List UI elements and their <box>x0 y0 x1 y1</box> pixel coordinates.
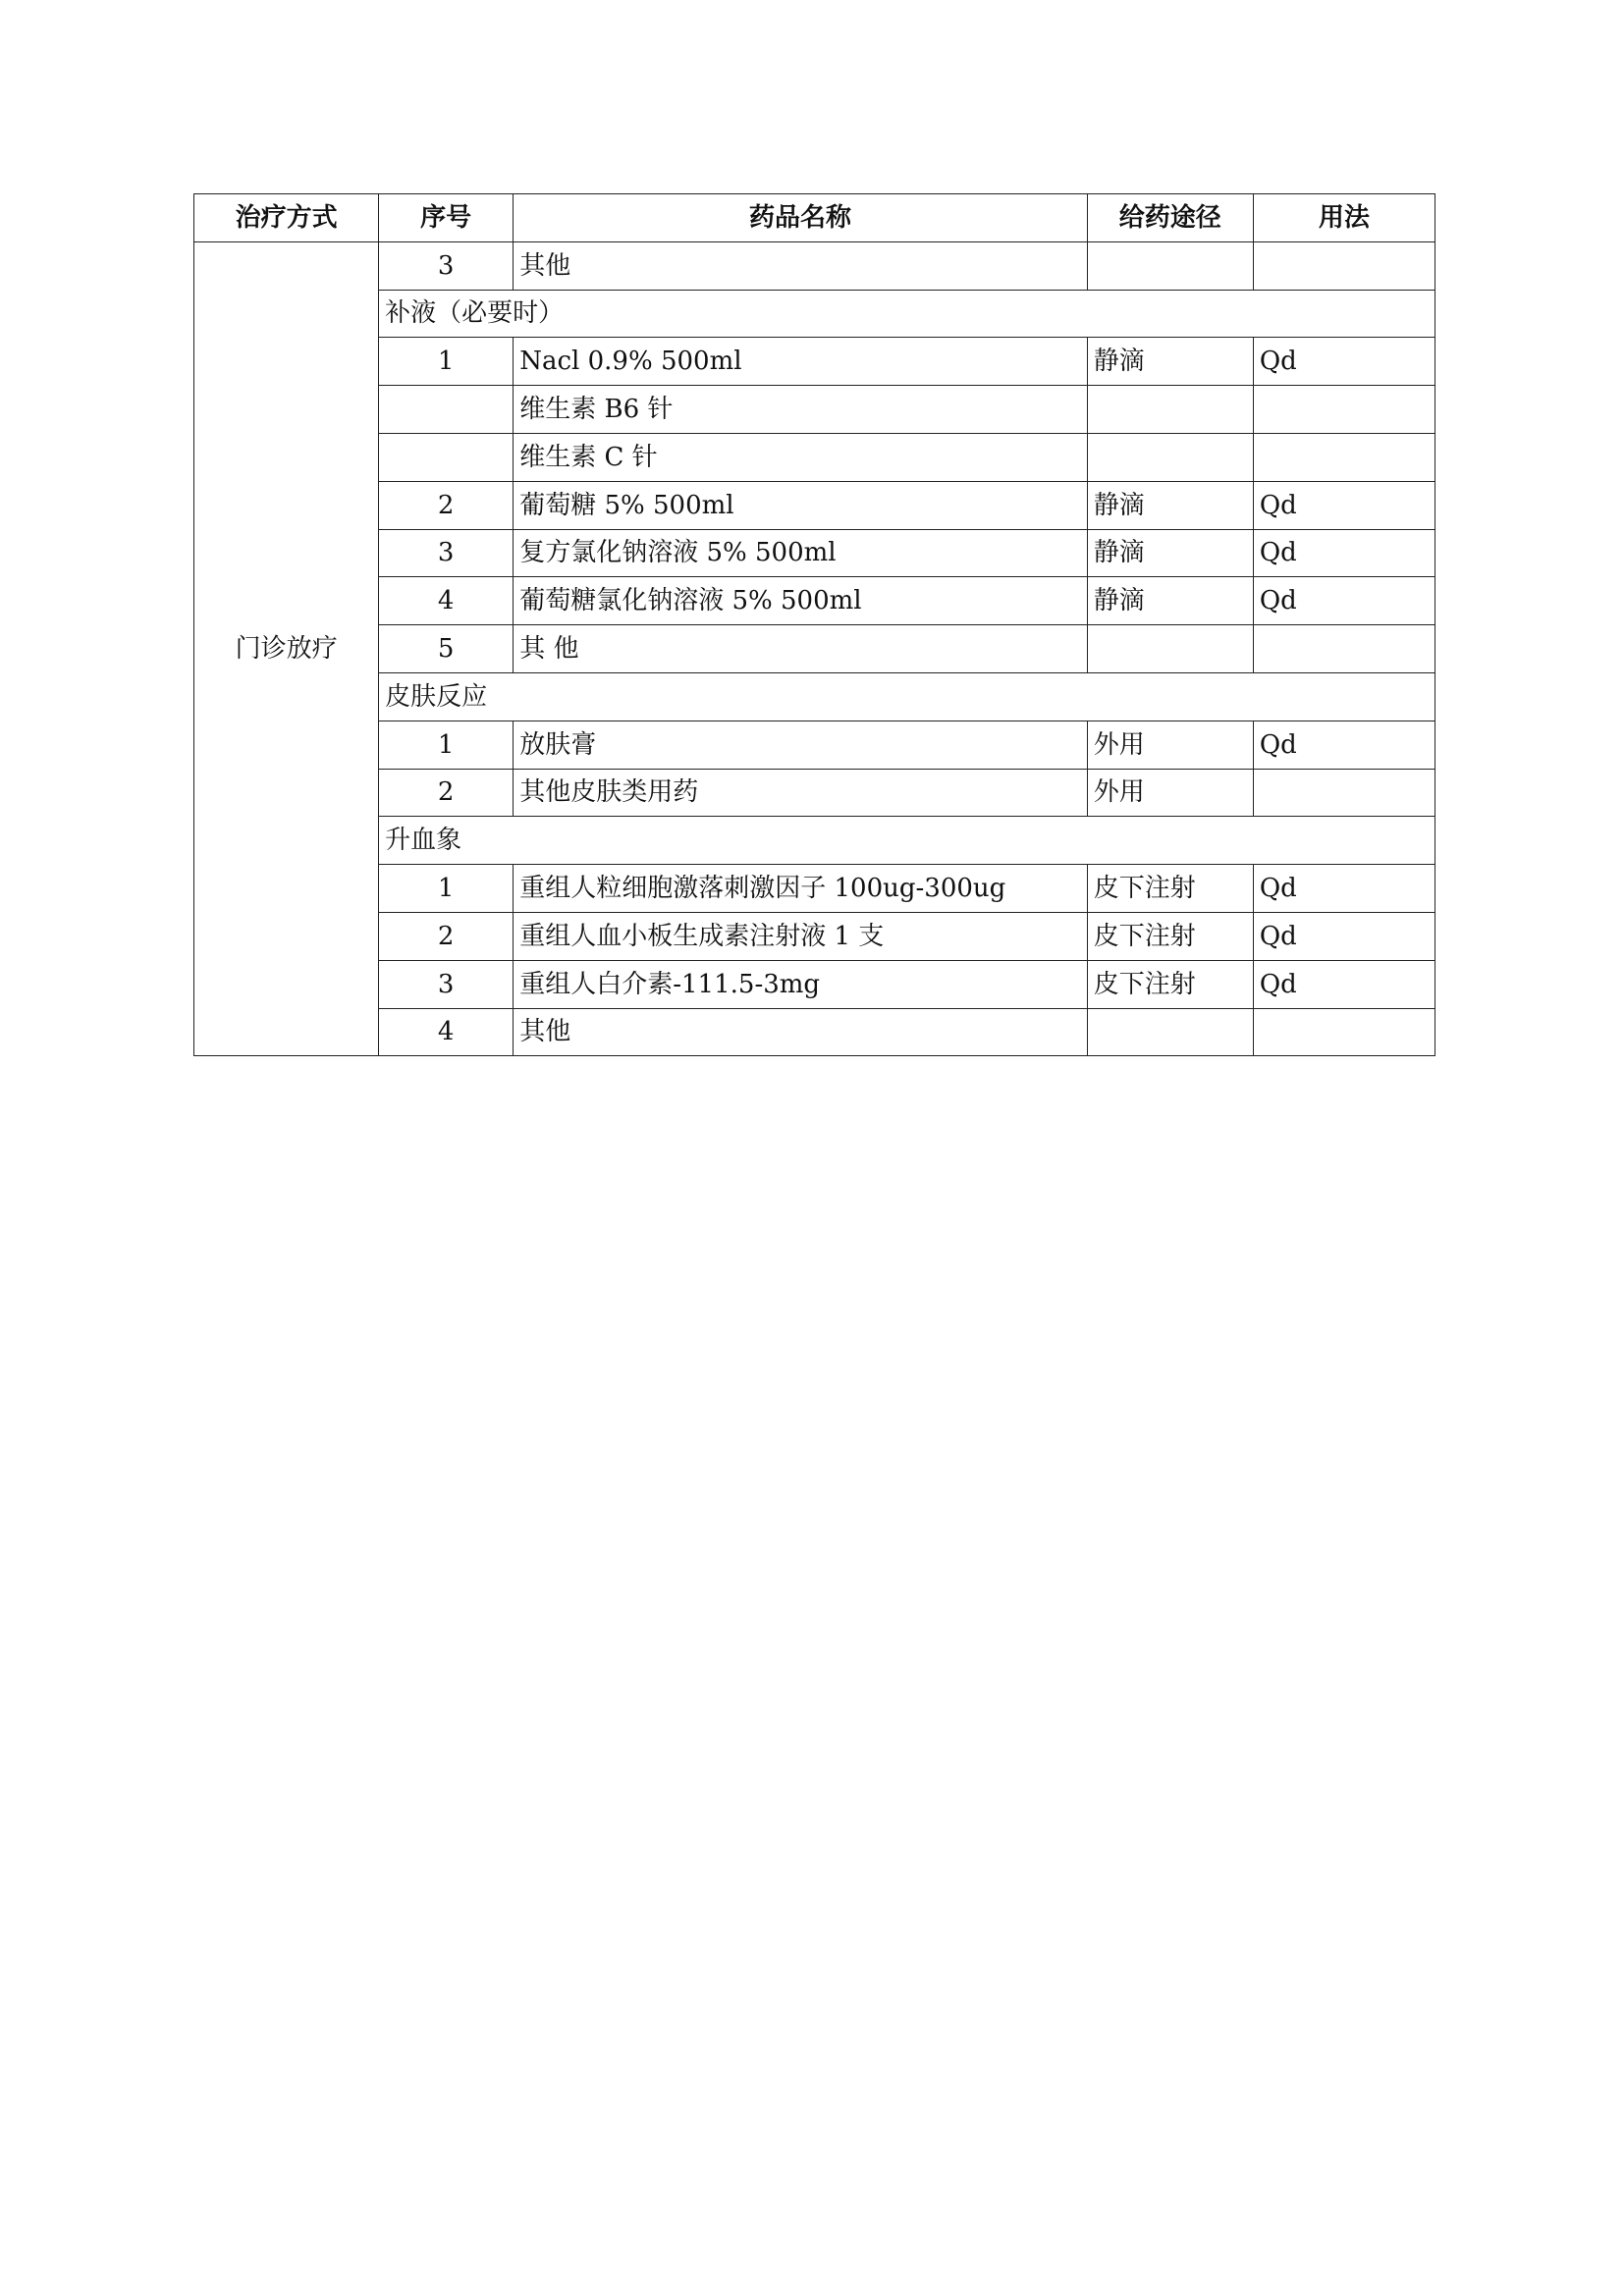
drug-name-cell: 重组人白介素-111.5-3mg <box>514 960 1087 1008</box>
usage-cell <box>1253 1008 1435 1056</box>
table-row <box>194 769 1435 817</box>
header-drug-name: 药品名称 <box>514 194 1087 242</box>
route-cell: 静滴 <box>1087 481 1253 529</box>
treatment-mode-cell: 门诊放疗 <box>194 241 379 1056</box>
row-number-cell: 4 <box>379 577 514 625</box>
table-row <box>194 625 1435 673</box>
table-row <box>194 721 1435 769</box>
drug-name-cell: 放肤膏 <box>514 721 1087 769</box>
row-number-cell: 1 <box>379 865 514 913</box>
table-row <box>194 1008 1435 1056</box>
usage-cell: Qd <box>1253 481 1435 529</box>
row-number-cell: 2 <box>379 481 514 529</box>
drug-name-cell: 其他皮肤类用药 <box>514 769 1087 817</box>
row-number-cell: 1 <box>379 338 514 386</box>
usage-cell: Qd <box>1253 577 1435 625</box>
drug-name-cell: 葡萄糖 5% 500ml <box>514 481 1087 529</box>
table-row <box>194 481 1435 529</box>
row-number-cell <box>379 433 514 481</box>
table-row <box>194 577 1435 625</box>
usage-cell: Qd <box>1253 721 1435 769</box>
section-row <box>194 672 1435 721</box>
route-cell: 皮下注射 <box>1087 912 1253 960</box>
usage-cell: Qd <box>1253 338 1435 386</box>
route-cell <box>1087 241 1253 290</box>
route-cell <box>1087 433 1253 481</box>
section-label: 补液（必要时） <box>379 290 1435 338</box>
usage-cell: Qd <box>1253 865 1435 913</box>
drug-name-cell: 其 他 <box>514 625 1087 673</box>
section-row <box>194 290 1435 338</box>
header-route: 给药途径 <box>1087 194 1253 242</box>
route-cell: 静滴 <box>1087 338 1253 386</box>
table-row <box>194 865 1435 913</box>
drug-name-cell: 重组人粒细胞激落刺激因子 100ug-300ug <box>514 865 1087 913</box>
drug-name-cell: 葡萄糖氯化钠溶液 5% 500ml <box>514 577 1087 625</box>
table-row <box>194 433 1435 481</box>
table-body <box>194 241 1435 1056</box>
medication-table <box>193 193 1435 1056</box>
header-usage: 用法 <box>1253 194 1435 242</box>
row-number-cell <box>379 386 514 434</box>
usage-cell <box>1253 769 1435 817</box>
table-row <box>194 386 1435 434</box>
drug-name-cell: 维生素 C 针 <box>514 433 1087 481</box>
table-row <box>194 241 1435 290</box>
usage-cell: Qd <box>1253 529 1435 577</box>
route-cell: 静滴 <box>1087 529 1253 577</box>
route-cell: 皮下注射 <box>1087 960 1253 1008</box>
table-row <box>194 529 1435 577</box>
usage-cell: Qd <box>1253 960 1435 1008</box>
drug-name-cell: Nacl 0.9% 500ml <box>514 338 1087 386</box>
row-number-cell: 2 <box>379 912 514 960</box>
table-row <box>194 912 1435 960</box>
header-treatment-mode: 治疗方式 <box>194 194 379 242</box>
drug-name-cell: 复方氯化钠溶液 5% 500ml <box>514 529 1087 577</box>
table-row <box>194 960 1435 1008</box>
usage-cell <box>1253 241 1435 290</box>
usage-cell <box>1253 625 1435 673</box>
row-number-cell: 3 <box>379 529 514 577</box>
table-row <box>194 338 1435 386</box>
drug-name-cell: 重组人血小板生成素注射液 1 支 <box>514 912 1087 960</box>
route-cell: 静滴 <box>1087 577 1253 625</box>
row-number-cell: 3 <box>379 241 514 290</box>
route-cell: 外用 <box>1087 721 1253 769</box>
row-number-cell: 3 <box>379 960 514 1008</box>
usage-cell: Qd <box>1253 912 1435 960</box>
row-number-cell: 2 <box>379 769 514 817</box>
row-number-cell: 4 <box>379 1008 514 1056</box>
table-header-row <box>194 194 1435 242</box>
route-cell: 皮下注射 <box>1087 865 1253 913</box>
drug-name-cell: 其他 <box>514 1008 1087 1056</box>
row-number-cell: 5 <box>379 625 514 673</box>
route-cell: 外用 <box>1087 769 1253 817</box>
usage-cell <box>1253 386 1435 434</box>
route-cell <box>1087 1008 1253 1056</box>
route-cell <box>1087 625 1253 673</box>
section-label: 皮肤反应 <box>379 672 1435 721</box>
usage-cell <box>1253 433 1435 481</box>
row-number-cell: 1 <box>379 721 514 769</box>
header-number: 序号 <box>379 194 514 242</box>
drug-name-cell: 其他 <box>514 241 1087 290</box>
section-label: 升血象 <box>379 817 1435 865</box>
route-cell <box>1087 386 1253 434</box>
drug-name-cell: 维生素 B6 针 <box>514 386 1087 434</box>
section-row <box>194 817 1435 865</box>
